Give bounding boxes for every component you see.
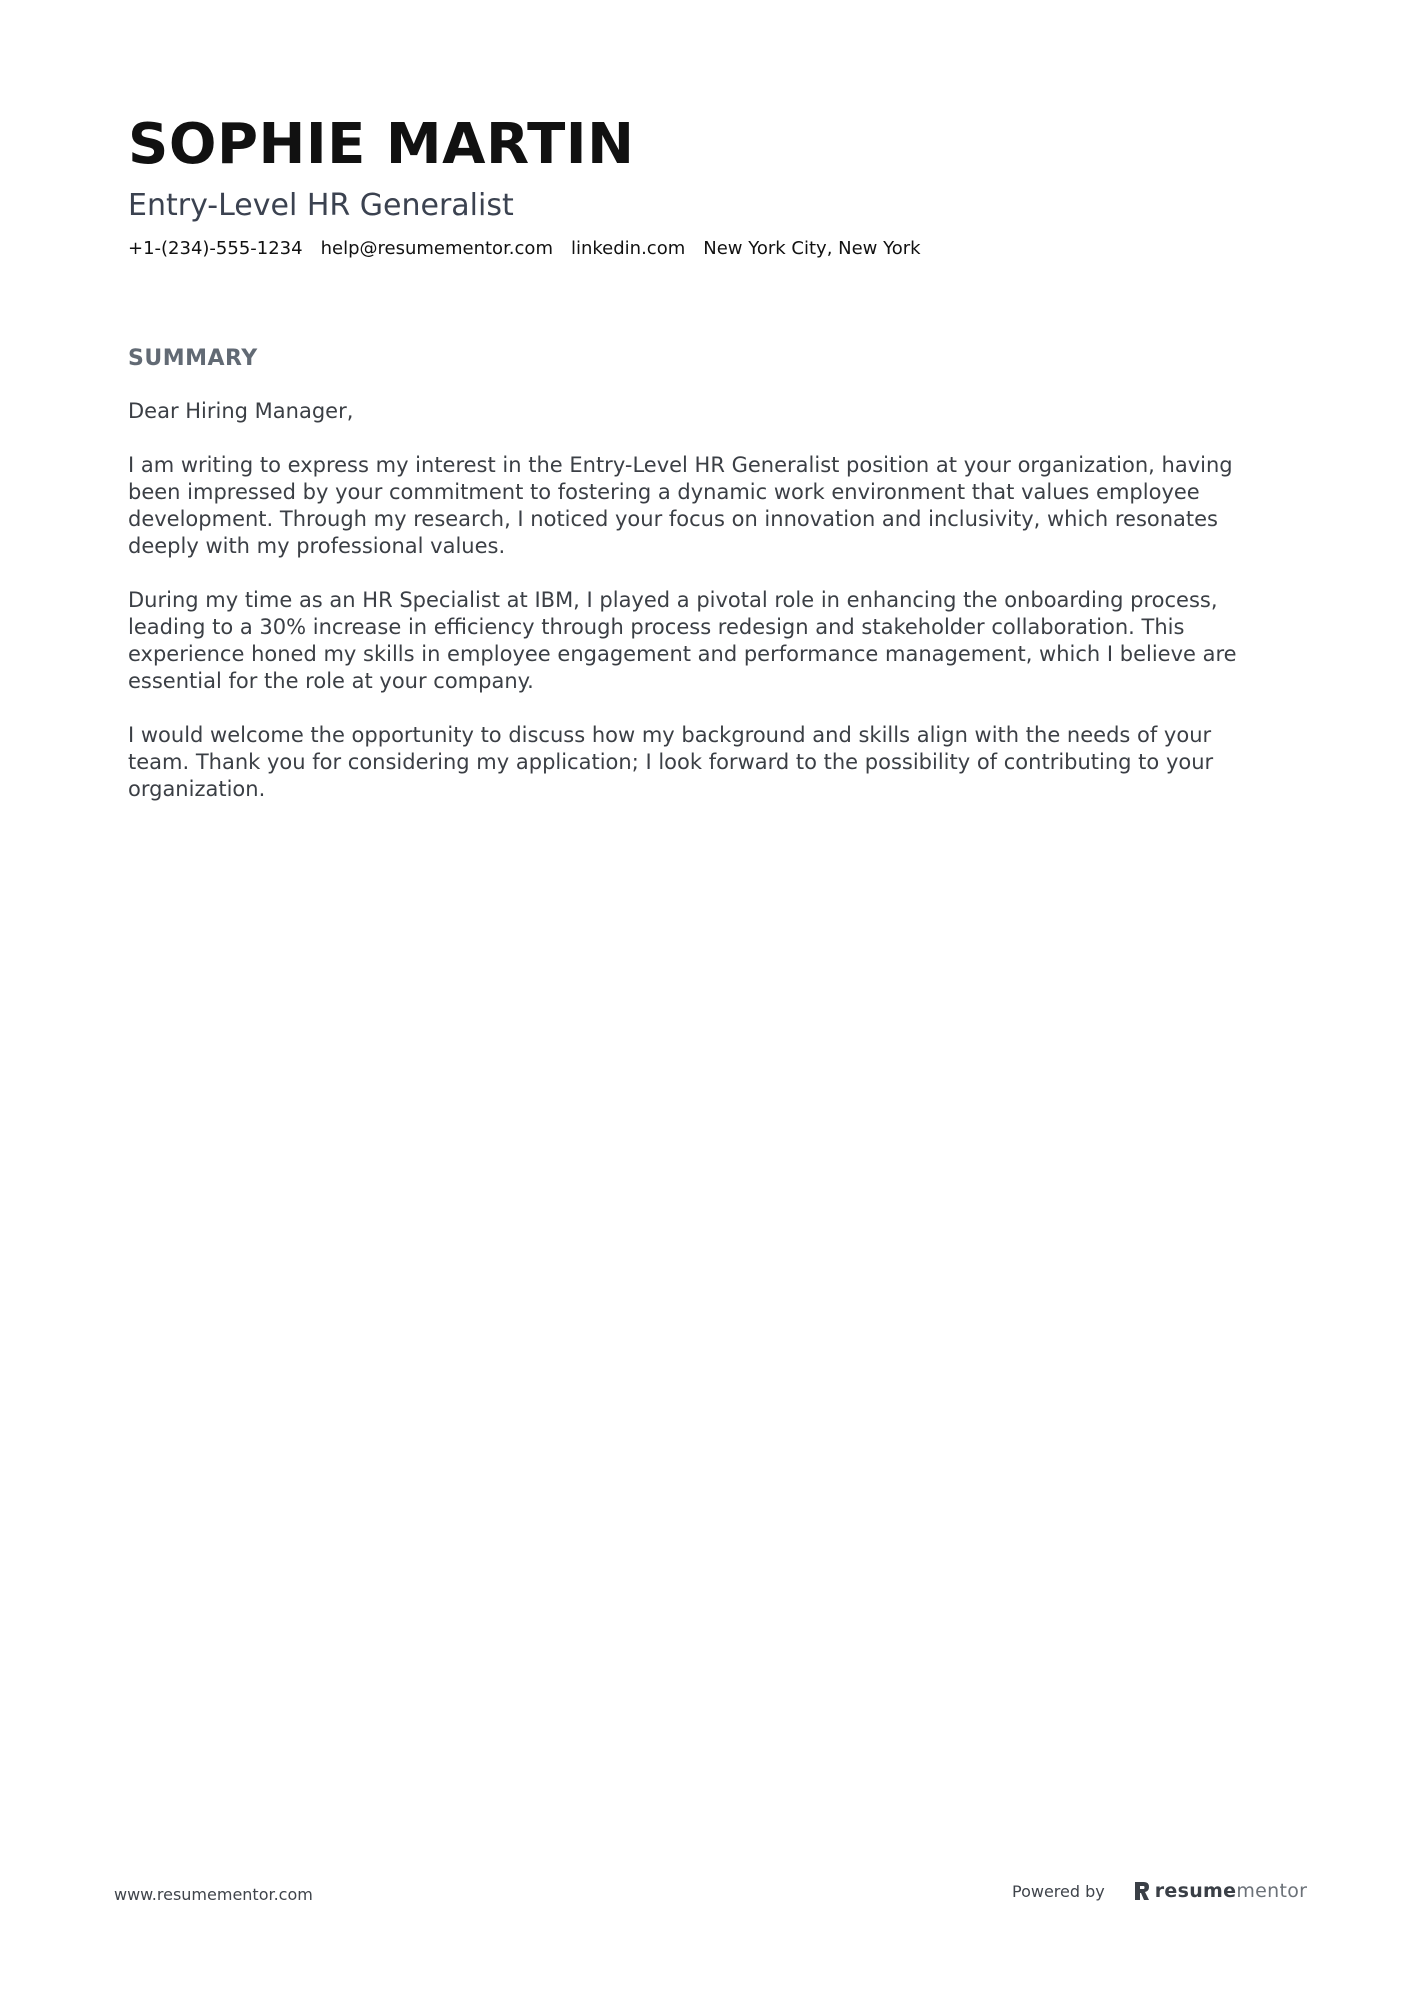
letter-salutation: Dear Hiring Manager, — [128, 399, 354, 423]
footer-branding — [1012, 1880, 1307, 1902]
footer-website[interactable]: www.resumementor.com — [114, 1885, 313, 1904]
powered-by-label: Powered by — [1012, 1881, 1105, 1901]
contact-location: New York City, New York — [703, 238, 921, 259]
letter-paragraph: I am writing to express my interest in the Entry-Level HR Generalist position at your organization, having been impressed by your commitment to fostering a dynamic work environment that values employee development. Through my research, I noticed your focus on innovation and inclusivity, which resonates deeply with my professional values. — [128, 453, 1233, 558]
summary-section — [128, 344, 1238, 803]
section-heading-summary: SUMMARY — [128, 346, 258, 371]
candidate-name: SOPHIE MARTIN — [128, 112, 635, 177]
contact-row — [128, 236, 1278, 262]
job-title: Entry-Level HR Generalist — [128, 188, 514, 223]
logo-wordmark-light: mentor — [1236, 1880, 1308, 1902]
logo-wordmark — [1155, 1880, 1308, 1902]
resume-header — [128, 112, 1278, 262]
logo-wordmark-bold: resume — [1154, 1880, 1237, 1902]
letter-paragraph: During my time as an HR Specialist at IBM, I played a pivotal role in enhancing the onboarding process, leading to a 30% increase in efficiency through process redesign and stakeholder collaboration. This experience honed my skills in employee engagement and performance management, which I believe are essential for the role at your company. — [128, 588, 1237, 693]
contact-email[interactable]: help@resumementor.com — [320, 238, 553, 259]
contact-phone: +1-(234)-555-1234 — [128, 238, 303, 259]
letter-paragraph: I would welcome the opportunity to discuss how my background and skills align with the needs of your team. Thank you for considering my application; I look forward to the possibility of contributing to your organization. — [128, 723, 1214, 801]
resumementor-logo-icon — [1133, 1880, 1151, 1902]
contact-linkedin[interactable]: linkedin.com — [570, 238, 686, 259]
resumementor-logo[interactable] — [1133, 1880, 1308, 1902]
